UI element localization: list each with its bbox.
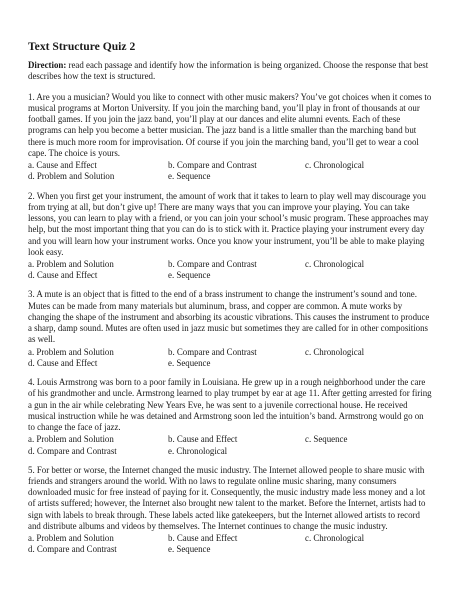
answer-choices [28, 533, 432, 555]
choice-d: d. Compare and Contrast [28, 445, 117, 456]
choice-b: b. Compare and Contrast [168, 346, 257, 357]
choice-d: d. Compare and Contrast [28, 544, 117, 555]
answer-choices [28, 160, 432, 182]
choice-e: e. Sequence [168, 270, 211, 281]
answer-choices [28, 347, 432, 369]
question-5 [28, 465, 432, 556]
answer-choices [28, 434, 432, 456]
choice-e: e. Sequence [168, 544, 211, 555]
choice-a: a. Cause and Effect [28, 160, 97, 171]
choice-e: e. Sequence [168, 171, 211, 182]
question-3 [28, 289, 432, 369]
question-2 [28, 191, 432, 282]
choice-a: a. Problem and Solution [28, 533, 114, 544]
question-passage: 4. Louis Armstrong was born to a poor family in Louisiana. He grew up in a rough neighborhood under the care of his grandmother and uncle. Armstrong learned to play trumpet by ear at age 11. After getting arrested for firing a gun in the air while celebrating New Years Eve, he was sent to a juvenile correctional house. He received musical instruction while he was detained and Armstrong soon led the intuition’s band. Armstrong would go on to change the face of jazz. [28, 377, 432, 433]
question-passage: 1. Are you a musician? Would you like to connect with other music makers? You’ve got choices when it comes to musical programs at Morton University. If you join the marching band, you’ll play in front of thousands at our football games. If you join the jazz band, you’ll play at our dances and elite alumni events. Each of these programs can help you become a better musician. The jazz band is a little smaller than the marching band but there is much more room for improvisation. Of course if you join the marching band, you’ll get to wear a cool cape. The choice is yours. [28, 91, 432, 158]
question-4 [28, 377, 432, 457]
question-passage: 3. A mute is an object that is fitted to the end of a brass instrument to change the instrument’s sound and tone. Mutes can be made from many materials but aluminum, brass, and copper are common. A mute works by changing the shape of the instrument and absorbing its acoustic vibrations. This causes the instrument to produce a sharp, damp sound. Mutes are often used in jazz music but sometimes they are called for in other compositions as well. [28, 289, 430, 345]
choice-c: c. Sequence [305, 434, 348, 445]
choice-a: a. Problem and Solution [28, 434, 114, 445]
choice-b: b. Cause and Effect [168, 434, 238, 445]
question-passage: 5. For better or worse, the Internet changed the music industry. The Internet allowed people to share music with friends and strangers around the world. With no laws to regulate online music sharing, many consumers downloaded music for free instead of paying for it. Consequently, the music industry made less money and a lot of artists suffered; however, the Internet also brought new talent to the market. Before the Internet, artists had to sign with labels to break through. These labels acted like gatekeepers, but the Internet allowed artists to record and distribute albums and videos by themselves. The Internet continues to change the music industry. [28, 464, 426, 531]
choice-c: c. Chronological [305, 533, 365, 544]
choice-c: c. Chronological [305, 160, 365, 171]
choice-e: e. Sequence [168, 357, 211, 368]
answer-choices [28, 259, 432, 281]
direction-text: read each passage and identify how the information is being organized. Choose the response that best describes how the text is structured. [28, 60, 429, 82]
directions [28, 60, 432, 83]
choice-c: c. Chronological [305, 259, 365, 269]
page-title: Text Structure Quiz 2 [28, 40, 136, 53]
direction-label: Direction: [28, 60, 67, 70]
choice-d: d. Problem and Solution [28, 171, 115, 182]
choice-c: c. Chronological [305, 346, 365, 357]
choice-d: d. Cause and Effect [28, 357, 98, 368]
question-1 [28, 92, 432, 183]
choice-e: e. Chronological [168, 445, 228, 456]
choice-d: d. Cause and Effect [28, 270, 98, 281]
choice-a: a. Problem and Solution [28, 259, 114, 269]
choice-b: b. Compare and Contrast [168, 160, 257, 171]
choice-b: b. Cause and Effect [168, 533, 238, 544]
choice-a: a. Problem and Solution [28, 346, 114, 357]
question-passage: 2. When you first get your instrument, the amount of work that it takes to learn to play well may discourage you from trying at all, but don’t give up! There are many ways that you can improve your playing. You can take lessons, you can learn to play with a friend, or you can join your school’s music program. These approaches may help, but the most important thing that you can do is to stick with it. Practice playing your instrument every day and you will learn how your instrument works. Once you know your instrument, you’ll be able to make playing look easy. [28, 190, 429, 257]
choice-b: b. Compare and Contrast [168, 259, 257, 269]
